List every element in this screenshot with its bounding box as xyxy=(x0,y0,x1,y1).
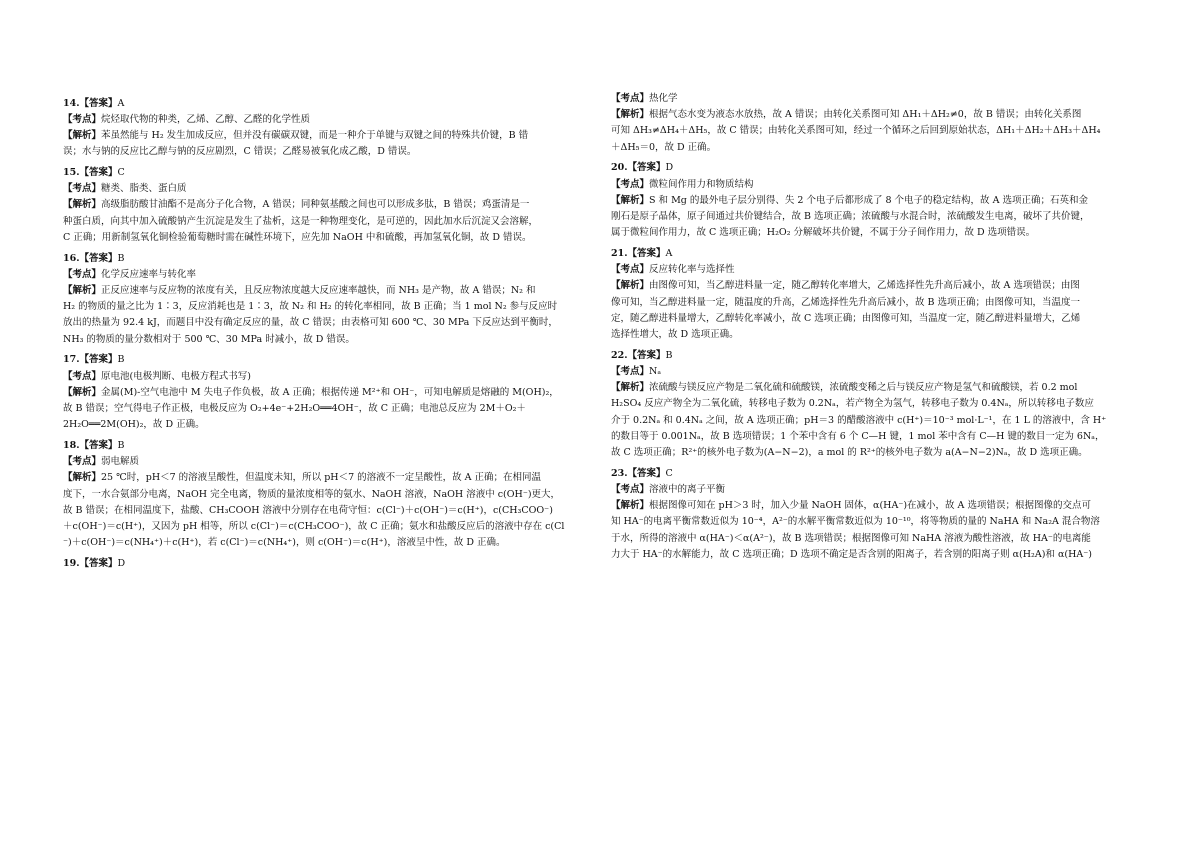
analysis-text: 根据图像可知在 pH＞3 时，加入少量 NaOH 固体，α(HA⁻)在减小，故 A 选项错误；根据图像的交点可 xyxy=(649,500,1091,512)
answer-tag: 20.【答案】 xyxy=(611,162,666,174)
analysis-tag: 【解析】 xyxy=(63,386,102,398)
answer-line xyxy=(63,438,593,454)
analysis-line xyxy=(63,144,593,160)
analysis-line xyxy=(611,123,1143,139)
topic-text: 微粒间作用力和物质结构 xyxy=(649,178,754,190)
analysis-line xyxy=(611,429,1143,445)
answer-value: A xyxy=(117,97,125,109)
topic-text: Nₐ xyxy=(649,366,661,378)
topic-line xyxy=(611,364,1143,380)
topic-line xyxy=(63,267,593,283)
topic-tag: 【考点】 xyxy=(611,93,650,104)
analysis-line xyxy=(63,197,593,213)
analysis-text: 浓硫酸与镁反应产物是二氧化硫和硫酸镁，浓硫酸变稀之后与镁反应产物是氢气和硫酸镁，若 0.2 mol xyxy=(649,382,1078,394)
answer-value: B xyxy=(665,349,673,361)
analysis-text: ⁻)＋c(OH⁻)＝c(NH₄⁺)＋c(H⁺)，若 c(Cl⁻)＝c(NH₄⁺)，则 c(OH⁻)＝c(H⁺)，溶液呈中性，故 D 正确。 xyxy=(63,537,506,549)
analysis-line xyxy=(611,278,1143,294)
topic-text: 糖类、脂类、蛋白质 xyxy=(101,183,187,195)
analysis-text: 金属(M)-空气电池中 M 失电子作负极，故 A 正确；根据传递 M²⁺和 OH⁻，可知电解质是熔融的 M(OH)₂， xyxy=(101,386,559,398)
analysis-text: H₂ 的物质的量之比为 1∶3，反应消耗也是 1∶3，故 N₂ 和 H₂ 的转化率相同，故 B 正确；当 1 mol N₂ 参与反应时 xyxy=(63,301,558,313)
analysis-text: 可知 ΔH₃≠ΔH₄＋ΔH₅，故 C 错误；由转化关系图可知，经过一个循环之后回到原始状态，ΔH₁＋ΔH₂＋ΔH₃＋ΔH₄ xyxy=(611,125,1101,137)
analysis-text: 故 B 错误；在相同温度下，盐酸、CH₃COOH 溶液中分别存在电荷守恒：c(Cl⁻)＋c(OH⁻)＝c(H⁺)，c(CH₃COO⁻) xyxy=(63,504,553,516)
analysis-tag: 【解析】 xyxy=(63,199,102,211)
topic-text: 原电池(电极判断、电极方程式书写) xyxy=(101,370,251,382)
analysis-line xyxy=(611,311,1143,327)
topic-text: 弱电解质 xyxy=(101,456,140,468)
analysis-text: 定，随乙醇进料量增大，乙醇转化率减小，故 C 选项正确；由图像可知，当温度一定，随乙醇进料量增大，乙烯 xyxy=(611,312,1081,324)
topic-line xyxy=(611,91,1143,107)
analysis-text: 介于 0.2Nₐ 和 0.4Nₐ 之间，故 A 选项正确；pH＝3 的醋酸溶液中 c(H⁺)＝10⁻³ mol·L⁻¹，在 1 L 的溶液中，含 H⁺ xyxy=(611,414,1107,426)
analysis-text: 度下，一水合氨部分电离，NaOH 完全电离，物质的量浓度相等的氨水、NaOH 溶液，NaOH 溶液中 c(OH⁻)更大， xyxy=(63,488,561,500)
analysis-line xyxy=(611,445,1143,461)
analysis-text: 故 C 选项正确；R²⁺的核外电子数为(A−N−2)，a mol 的 R²⁺的核外电子数为 a(A−N−2)Nₐ，故 D 选项正确。 xyxy=(611,447,1088,459)
analysis-text: 于水，所得的溶液中 α(HA⁻)＜α(A²⁻)，故 B 选项错误；根据图像可知 NaHA 溶液为酸性溶液，故 HA⁻的电离能 xyxy=(611,532,1091,544)
topic-tag: 【考点】 xyxy=(63,183,102,195)
answer-tag: 23.【答案】 xyxy=(611,467,666,479)
analysis-line xyxy=(63,535,593,551)
topic-text: 溶液中的离子平衡 xyxy=(649,484,726,496)
answer-value: D xyxy=(665,162,674,174)
analysis-text: 放出的热量为 92.4 kJ，而题目中没有确定反应的量，故 C 错误；由表格可知 600 ℃、30 MPa 下反应达到平衡时， xyxy=(63,317,558,329)
answer-value: C xyxy=(117,167,125,178)
analysis-text: 故 B 错误；空气得电子作正极，电极反应为 O₂+4e⁻+2H₂O══4OH⁻，故 C 正确；电池总反应为 2M＋O₂＋ xyxy=(63,403,526,415)
answer-tag: 18.【答案】 xyxy=(63,440,118,452)
analysis-text: 刚石是原子晶体，原子间通过共价键结合，故 B 选项正确；浓硫酸与水混合时，浓硫酸发生电离，破坏了共价键， xyxy=(611,211,1090,223)
answer-tag: 21.【答案】 xyxy=(611,248,666,260)
answer-tag: 19.【答案】 xyxy=(63,558,118,570)
analysis-tag: 【解析】 xyxy=(611,109,650,121)
analysis-line xyxy=(63,315,593,331)
answer-line xyxy=(63,556,593,572)
topic-line xyxy=(611,262,1143,278)
topic-line xyxy=(63,369,593,385)
topic-line xyxy=(63,112,593,128)
analysis-text: 苯虽然能与 H₂ 发生加成反应，但并没有碳碳双键，而是一种介于单键与双键之间的特殊共价键，B 错 xyxy=(101,130,529,141)
topic-tag: 【考点】 xyxy=(63,113,102,125)
analysis-tag: 【解析】 xyxy=(63,130,102,141)
analysis-text: 的数目等于 0.001Nₐ，故 B 选项错误；1 个苯中含有 6 个 C—H 键，1 mol 苯中含有 C—H 键的数目一定为 6Nₐ， xyxy=(611,430,1105,442)
answer-tag: 17.【答案】 xyxy=(63,354,118,366)
analysis-text: 根据气态水变为液态水放热，故 A 错误；由转化关系图可知 ΔH₁＋ΔH₂≠0，故 B 错误；由转化关系图 xyxy=(649,109,1082,121)
analysis-line xyxy=(63,487,593,503)
analysis-line xyxy=(611,498,1143,514)
answer-tag: 15.【答案】 xyxy=(63,167,118,178)
analysis-text: 像可知，当乙醇进料量一定，随温度的升高，乙烯选择性先升高后减小，故 B 选项正确；由图像可知，当温度一 xyxy=(611,296,1081,308)
topic-text: 反应转化率与选择性 xyxy=(649,264,735,276)
analysis-line xyxy=(63,417,593,433)
topic-text: 烷烃取代物的种类，乙烯、乙醇、乙醛的化学性质 xyxy=(101,113,311,125)
answer-line xyxy=(611,160,1143,176)
answer-value: D xyxy=(117,558,126,570)
answer-line xyxy=(63,352,593,368)
answer-line xyxy=(63,165,593,181)
topic-tag: 【考点】 xyxy=(611,178,650,190)
analysis-text: 高级脂肪酸甘油酯不是高分子化合物，A 错误；同种氨基酸之间也可以形成多肽，B 错误；鸡蛋清是一 xyxy=(101,199,530,211)
analysis-line xyxy=(611,140,1143,156)
analysis-text: C 正确；用新制氢氧化铜检验葡萄糖时需在碱性环境下，应先加 NaOH 中和硫酸，再加氢氧化铜，故 D 错误。 xyxy=(63,231,532,243)
analysis-line xyxy=(63,401,593,417)
analysis-line xyxy=(63,283,593,299)
analysis-line xyxy=(611,396,1143,412)
analysis-line xyxy=(611,380,1143,396)
answer-line xyxy=(611,466,1143,482)
analysis-line xyxy=(611,327,1143,343)
analysis-text: NH₃ 的物质的量分数相对于 500 ℃、30 MPa 时减小，故 D 错误。 xyxy=(63,333,355,345)
right-column xyxy=(611,91,1143,563)
analysis-tag: 【解析】 xyxy=(611,382,650,394)
analysis-text: 由图像可知，当乙醇进料量一定，随乙醇转化率增大，乙烯选择性先升高后减小，故 A 选项错误；由图 xyxy=(649,280,1080,292)
analysis-line xyxy=(611,514,1143,530)
analysis-text: 知 HA⁻的电离平衡常数近似为 10⁻⁴，A²⁻的水解平衡常数近似为 10⁻¹⁰，将等物质的量的 NaHA 和 Na₂A 混合物溶 xyxy=(611,516,1100,528)
topic-line xyxy=(611,482,1143,498)
analysis-line xyxy=(63,299,593,315)
analysis-line xyxy=(611,209,1143,225)
analysis-text: H₂SO₄ 反应产物全为二氧化硫，转移电子数为 0.2Nₐ，若产物全为氢气，转移电子数为 0.4Nₐ，所以转移电子数应 xyxy=(611,398,1094,410)
analysis-line xyxy=(63,470,593,486)
analysis-line xyxy=(63,128,593,144)
analysis-line xyxy=(611,193,1143,209)
topic-line xyxy=(63,181,593,197)
left-column xyxy=(63,91,593,572)
answer-tag: 22.【答案】 xyxy=(611,349,666,361)
analysis-tag: 【解析】 xyxy=(63,285,102,297)
topic-line xyxy=(63,454,593,470)
answer-tag: 14.【答案】 xyxy=(63,97,118,109)
analysis-text: 选择性增大，故 D 选项正确。 xyxy=(611,329,739,341)
answer-value: B xyxy=(117,252,125,264)
answer-line xyxy=(611,348,1143,364)
analysis-line xyxy=(63,503,593,519)
topic-line xyxy=(611,177,1143,193)
topic-text: 热化学 xyxy=(649,93,678,104)
answer-value: B xyxy=(117,354,125,366)
analysis-tag: 【解析】 xyxy=(63,472,102,484)
analysis-line xyxy=(63,214,593,230)
analysis-line xyxy=(63,519,593,535)
topic-text: 化学反应速率与转化率 xyxy=(101,268,197,280)
analysis-text: ＋ΔH₅＝0，故 D 正确。 xyxy=(611,141,717,153)
analysis-line xyxy=(63,230,593,246)
answer-line xyxy=(63,251,593,267)
analysis-text: 力大于 HA⁻的水解能力，故 C 选项正确；D 选项不确定是否含别的阳离子，若含别的阳离子则 α(H₂A)和 α(HA⁻) xyxy=(611,548,1092,560)
analysis-tag: 【解析】 xyxy=(611,280,650,292)
topic-tag: 【考点】 xyxy=(611,484,650,496)
analysis-tag: 【解析】 xyxy=(611,500,650,512)
answer-value: A xyxy=(665,248,673,260)
analysis-line xyxy=(611,413,1143,429)
topic-tag: 【考点】 xyxy=(611,264,650,276)
analysis-line xyxy=(611,547,1143,563)
analysis-text: S 和 Mg 的最外电子层分别得、失 2 个电子后都形成了 8 个电子的稳定结构，故 A 选项正确；石英和金 xyxy=(649,194,1088,206)
answer-value: B xyxy=(117,440,125,452)
analysis-text: 属于微粒间作用力，故 C 选项正确；H₂O₂ 分解破坏共价键，不属于分子间作用力，故 D 选项错误。 xyxy=(611,227,1036,239)
answer-line xyxy=(611,246,1143,262)
analysis-text: 正反应速率与反应物的浓度有关，且反应物浓度越大反应速率越快，而 NH₃ 是产物，故 A 错误；N₂ 和 xyxy=(101,285,536,297)
analysis-line xyxy=(611,225,1143,241)
analysis-text: 25 ℃时，pH＜7 的溶液呈酸性，但温度未知，所以 pH＜7 的溶液不一定呈酸性，故 A 正确；在相同温 xyxy=(101,472,542,484)
answer-tag: 16.【答案】 xyxy=(63,252,118,264)
topic-tag: 【考点】 xyxy=(63,268,102,280)
analysis-text: 误；水与钠的反应比乙醇与钠的反应剧烈，C 错误；乙醛易被氧化成乙酸，D 错误。 xyxy=(63,146,417,158)
analysis-line xyxy=(611,531,1143,547)
analysis-text: 种蛋白质，向其中加入硫酸钠产生沉淀是发生了盐析，这是一种物理变化，是可逆的，因此加水后沉淀又会溶解， xyxy=(63,215,539,227)
answer-line xyxy=(63,96,593,112)
analysis-text: 2H₂O══2M(OH)₂，故 D 正确。 xyxy=(63,419,205,431)
analysis-line xyxy=(63,385,593,401)
answer-value: C xyxy=(665,467,673,479)
topic-tag: 【考点】 xyxy=(63,370,102,382)
topic-tag: 【考点】 xyxy=(611,366,650,378)
analysis-line xyxy=(611,295,1143,311)
topic-tag: 【考点】 xyxy=(63,456,102,468)
analysis-line xyxy=(63,332,593,348)
analysis-tag: 【解析】 xyxy=(611,194,650,206)
analysis-text: ＋c(OH⁻)＝c(H⁺)，又因为 pH 相等，所以 c(Cl⁻)＝c(CH₃COO⁻)，故 C 正确；氨水和盐酸反应后的溶液中存在 c(Cl xyxy=(63,521,565,533)
analysis-line xyxy=(611,107,1143,123)
